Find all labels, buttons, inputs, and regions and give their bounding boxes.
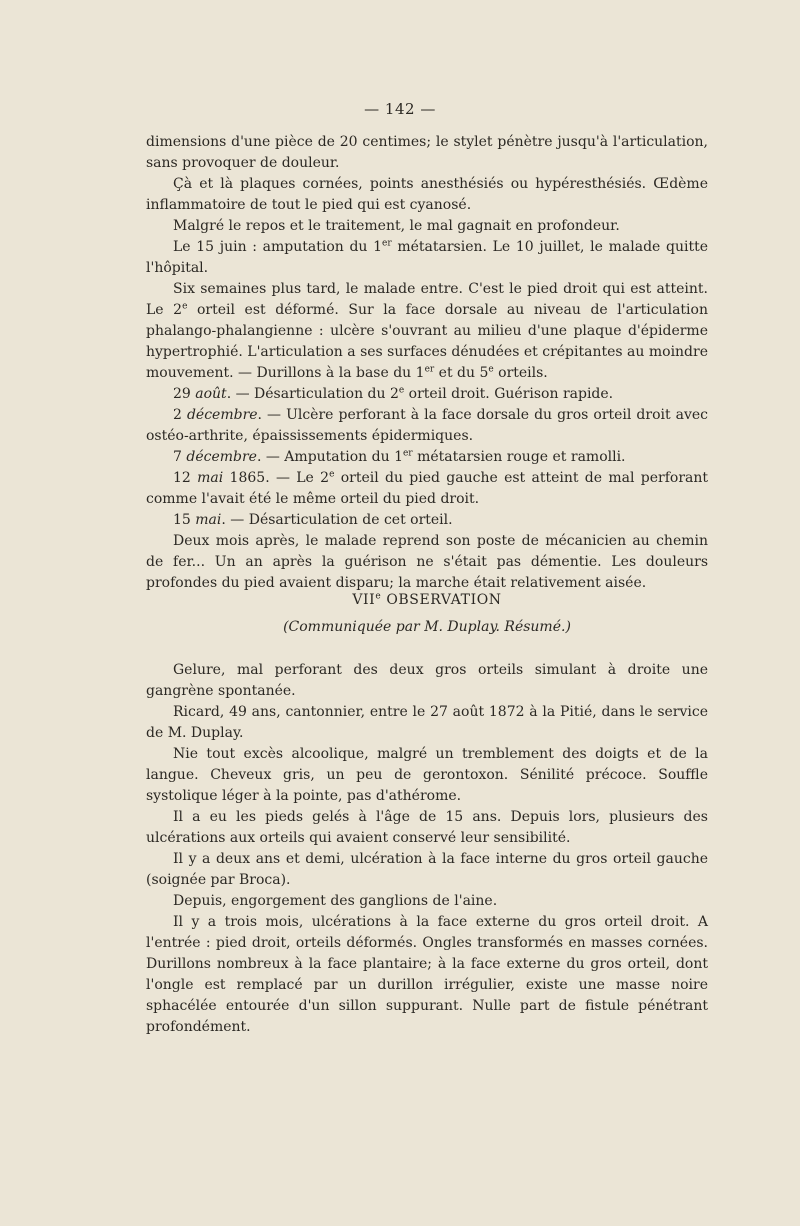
text-run: . — Amputation du 1 (256, 449, 403, 465)
paragraph: Depuis, engorgement des ganglions de l'aine. (173, 893, 498, 909)
text-run: . — Ulcère perforant à la face dorsale du gros orteil droit avec ostéo-arthrite, épaississements épidermiques. (146, 407, 709, 444)
paragraph (146, 384, 708, 405)
superscript: e (182, 301, 188, 312)
date-month: décembre (186, 449, 257, 465)
paragraph: Nie tout excès alcoolique, malgré un tremblement des doigts et de la langue. Cheveux gris, un peu de gerontoxon. Sénilité précoce. Souffle systolique léger à la pointe, pas d'athérome. (146, 746, 708, 804)
text-run: . — Désarticulation du 2 (226, 386, 399, 402)
paragraph: Gelure, mal perforant des deux gros orteils simulant à droite une gangrène spontanée. (146, 662, 708, 699)
date-month: mai (195, 512, 222, 528)
paragraph (146, 447, 708, 468)
text-run: 1865. — Le 2 (223, 470, 330, 486)
paragraph: Malgré le repos et le traitement, le mal gagnait en profondeur. (173, 218, 620, 234)
roman-numeral: VII (352, 592, 376, 608)
text-run: Le 15 juin : amputation du 1 (173, 239, 383, 255)
superscript: er (424, 364, 435, 375)
date-month: août (195, 386, 227, 402)
heading-text: OBSERVATION (381, 592, 502, 608)
superscript: er (382, 238, 392, 249)
superscript: e (375, 591, 382, 602)
paragraph: Il a eu les pieds gelés à l'âge de 15 ans. Depuis lors, plusieurs des ulcérations aux orteils qui avaient conservé leur sensibilité. (146, 809, 708, 846)
text-run: Six semaines plus tard, le malade entre. C'est le pied droit qui est atteint. Le 2 (146, 281, 708, 318)
paragraph (146, 405, 708, 447)
paragraph (146, 237, 708, 279)
paragraph: Il y a trois mois, ulcérations à la face externe du gros orteil droit. A l'entrée : pied droit, orteils déformés. Ongles transformés en masses cornées. Durillons nombreux à la face plantaire; à la face externe du gros orteil, dont l'ongle est remplacé par un durillon irrégulier, existe une masse noire sphacélée entourée d'un sillon suppurant. Nulle part de fistule pénétrant profondément. (146, 914, 708, 1035)
text-run: orteils. (493, 365, 548, 381)
date-day: 29 (173, 386, 196, 402)
paragraph (146, 510, 708, 531)
observation-body (146, 660, 708, 1038)
text-run: orteil est déformé. Sur la face dorsale au niveau de l'articulation phalango-phalangienne : ulcère s'ouvrant au milieu d'une plaque d'épiderme hypertrophié. L'articulation a ses surfaces dénudées et crépitantes au moindre mouvement. — Durillons à la base du 1 (146, 302, 708, 381)
observation-heading (0, 592, 800, 608)
superscript: er (402, 448, 413, 459)
date-month: décembre (186, 407, 258, 423)
paragraph (146, 279, 708, 384)
superscript: e (329, 469, 335, 480)
observation-subtitle: (Communiquée par M. Duplay. Résumé.) (283, 619, 571, 635)
date-month: mai (197, 470, 224, 486)
text-run: métatarsien. Le 10 juillet, le malade quitte l'hôpital. (146, 239, 708, 276)
paragraph (146, 468, 708, 510)
date-day: 12 (173, 470, 198, 486)
superscript: e (398, 385, 405, 396)
paragraph: Deux mois après, le malade reprend son poste de mécanicien au chemin de fer... Un an après la guérison ne s'était pas démentie. Les douleurs profondes du pied avaient disparu; la marche était relativement aisée. (146, 533, 708, 591)
date-day: 2 (173, 407, 187, 423)
paragraph: Ricard, 49 ans, cantonnier, entre le 27 août 1872 à la Pitié, dans le service de M. Duplay. (146, 704, 708, 741)
date-day: 7 (173, 449, 187, 465)
page-number: — 142 — (364, 100, 436, 118)
superscript: e (488, 364, 494, 375)
paragraph: Çà et là plaques cornées, points anesthésiés ou hypéresthésiés. Œdème inflammatoire de tout le pied qui est cyanosé. (146, 176, 708, 213)
paragraph: Il y a deux ans et demi, ulcération à la face interne du gros orteil gauche (soignée par Broca). (146, 851, 708, 888)
text-run: orteil du pied gauche est atteint de mal perforant comme l'avait été le même orteil du pied droit. (146, 470, 709, 507)
date-day: 15 (173, 512, 196, 528)
text-run: . — Désarticulation de cet orteil. (221, 512, 453, 528)
paragraph: dimensions d'une pièce de 20 centimes; le stylet pénètre jusqu'à l'articulation, sans provoquer de douleur. (146, 134, 708, 171)
text-run: orteil droit. Guérison rapide. (404, 386, 614, 402)
case-notes-section (146, 132, 708, 594)
text-run: métatarsien rouge et ramolli. (412, 449, 626, 465)
text-run: et du 5 (434, 365, 489, 381)
